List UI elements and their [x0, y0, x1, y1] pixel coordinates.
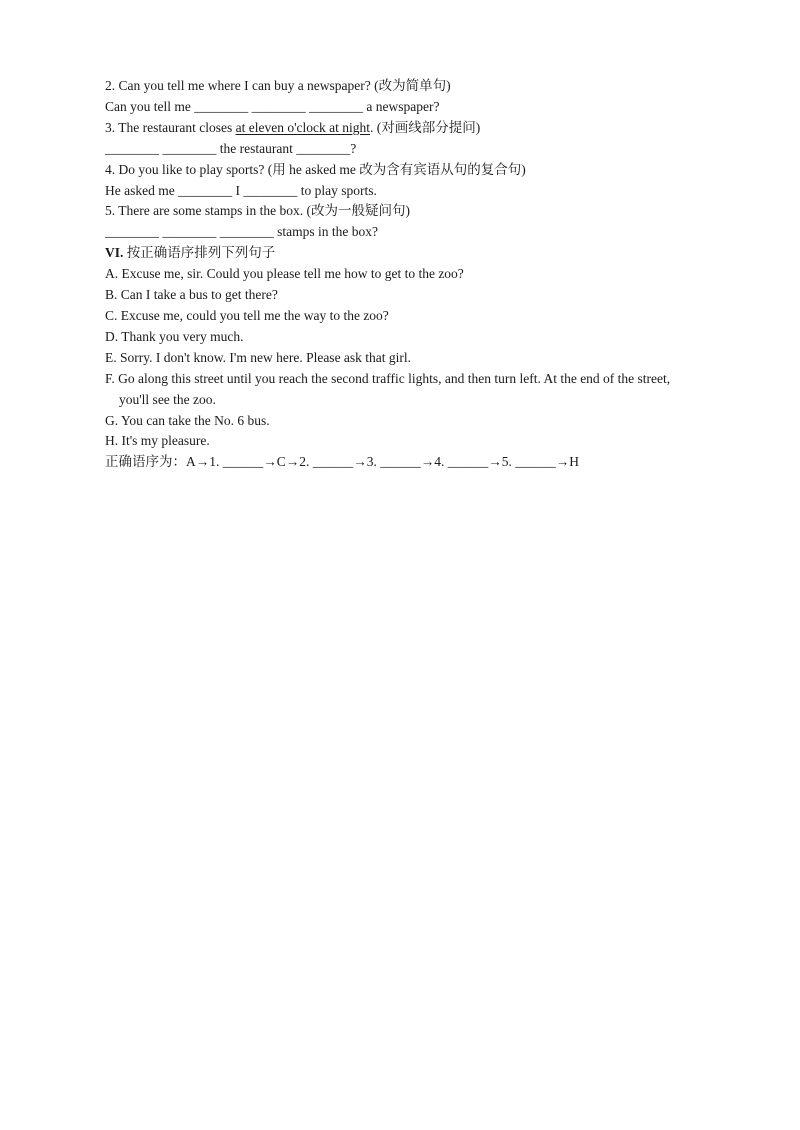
question-3-text: 3. The restaurant closes [105, 119, 236, 135]
question-3 [105, 118, 705, 139]
sentence-a: A. Excuse me, sir. Could you please tell me how to get to the zoo? [105, 266, 464, 282]
question-4: 4. Do you like to play sports? (用 he asked me 改为含有宾语从句的复合句) [105, 161, 526, 177]
section-number: VI. [105, 245, 124, 261]
sentence-d: D. Thank you very much. [105, 328, 244, 344]
answer-4: He asked me ________ I ________ to play sports. [105, 182, 377, 198]
question-2: 2. Can you tell me where I can buy a newspaper? (改为简单句) [105, 78, 451, 93]
underlined-phrase: at eleven o'clock at night [235, 119, 370, 135]
question-3-instruction: . (对画线部分提问) [369, 119, 481, 135]
sentence-e: E. Sorry. I don't know. I'm new here. Please ask that girl. [105, 349, 412, 365]
sentence-b: B. Can I take a bus to get there? [105, 287, 278, 303]
answer-2: Can you tell me ________ ________ ________ a newspaper? [105, 98, 440, 114]
sentence-f: F. Go along this street until you reach the second traffic lights, and then turn left. At the end of the street, [105, 370, 671, 386]
correct-order-line: 正确语序为：A→1. ______→C→2. ______→3. ______→4. ______→5. ______→H [105, 454, 580, 470]
exercise-content [105, 76, 705, 473]
sentence-h: H. It's my pleasure. [105, 433, 210, 449]
answer-3: ________ ________ the restaurant ________? [105, 140, 357, 156]
sentence-c: C. Excuse me, could you tell me the way to the zoo? [105, 307, 389, 323]
section-heading [105, 243, 705, 264]
section-title: 按正确语序排列下列句子 [123, 245, 276, 261]
sentence-f-continued: you'll see the zoo. [119, 391, 216, 407]
question-5: 5. There are some stamps in the box. (改为一般疑问句) [105, 203, 410, 219]
sentence-g: G. You can take the No. 6 bus. [105, 412, 270, 428]
answer-5: ________ ________ ________ stamps in the box? [105, 224, 378, 240]
